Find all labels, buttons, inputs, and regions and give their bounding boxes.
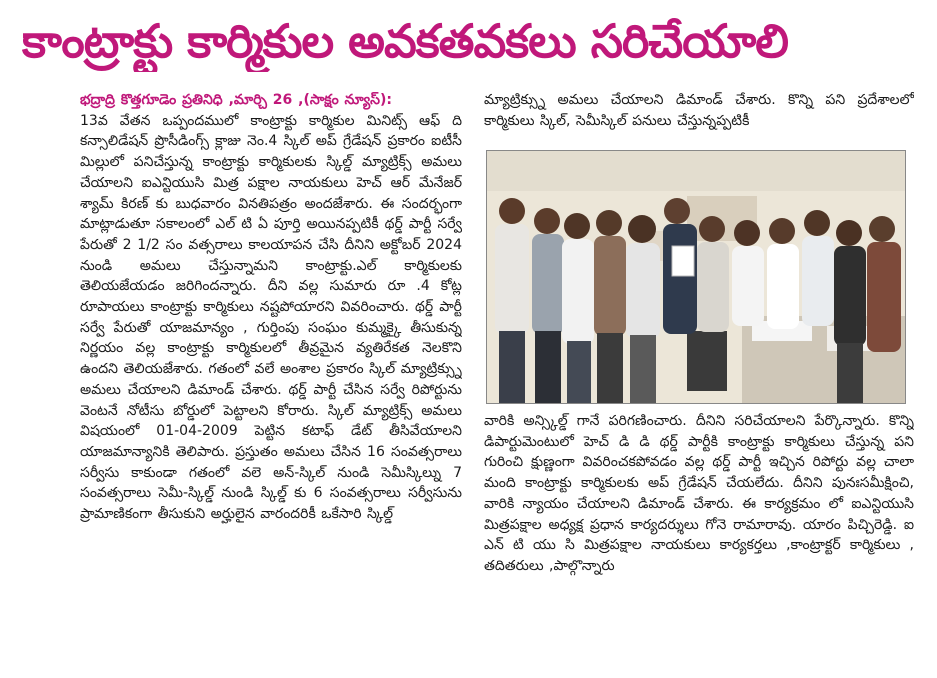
left-column (80, 90, 462, 656)
right-column-top (484, 90, 914, 136)
article-body-left: 13వ వేతన ఒప్పందములో కాంట్రాక్టు కార్మికుల మినిట్స్ ఆఫ్ ది కన్సాలిడేషన్ ప్రొసీడింగ్స్ క్లాజు నెం.4 స్కిల్ అప్ గ్రేడేషన్ ప్రకారం ఐటీసీ మిల్లులో పనిచేస్తున్న కాంట్రాక్టు కార్మికులకు స్కిల్డ్ మ్యాట్రిక్స్ అమలు చేయాలని ఐఎన్టియుసి మిత్ర పక్షాల నాయకులు హెచ్ ఆర్ మేనేజర్ శ్యామ్ కిరణ్ కు బుధవారం వినతిపత్రం అందజేశారు. ఈ సందర్భంగా మాట్లాడుతూ సకాలంలో ఎల్ టి ఏ పూర్తి అయినప్పటికీ థర్డ్ పార్టీ సర్వే పేరుతో 2 1/2 సం వత్సరాలు కాలయాపన చేసి దీనిని అక్టోబర్ 2024 నుండి అమలు చేస్తున్నామని కాంట్రాక్టు.ఎల్ కార్మికులకు తెలియజేయడం జరిగిందన్నారు. దీని వల్ల సుమారు రూ .4 కోట్ల రూపాయలు కాంట్రాక్టు కార్మికులు నష్టపోయారని వివరించారు. థర్డ్ పార్టీ సర్వే పేరుతో యాజమాన్యం , గుర్తింపు సంఘం కుమ్మక్కై తీసుకున్న నిర్ణయం వల్ల కాంట్రాక్టు కార్మికులలో తీవ్రమైన వ్యతిరేకత నెలకొని ఉందని తెలియజేశారు. గతంలో వలే అంశాల ప్రకారం స్కిల్ మ్యాట్రిక్స్ను అమలు చేయాలని డిమాండ్ చేశారు. థర్డ్ పార్టీ చేసిన సర్వే రిపోర్టును వెంటనే నోటీసు బోర్డులో పెట్టాలని కోరారు. స్కిల్ మ్యాట్రిక్స్ అమలు విషయంలో 01-04-2009 పెట్టిన కటాఫ్ డేట్ తీసివేయాలని యాజమాన్యానికి తెలిపారు. ప్రస్తుతం అమలు చేసిన 16 సంవత్సరాలు సర్వీసు కాకుండా గతంలో వలె అన్-స్కిల్ నుండి సెమీస్కిల్ను 7 సంవత్సరాలు సెమీ-స్కిల్డ్ నుండి స్కిల్డ్ కు 6 సంవత్సరాలు సర్వీసును ప్రామాణికంగా తీసుకుని అర్హులైన వారందరికీ ఒకేసారి స్కిల్డ్ (80, 112, 462, 523)
news-photo (486, 150, 906, 404)
headline: కాంట్రాక్టు కార్మికుల అవకతవకలు సరిచేయాలి (22, 14, 788, 68)
article-body-right-top: మ్యాట్రిక్స్ను అమలు చేయాలని డిమాండ్ చేశారు. కొన్ని పని ప్రదేశాలలో కార్మికులు స్కిల్, సెమీస్కిల్ పనులు చేస్తున్నప్పటికీ (484, 92, 914, 129)
article-body-right-bottom: వారికి అన్స్కిల్డ్ గానే పరిగణించారు. దీనిని సరిచేయాలని పేర్కొన్నారు. కొన్ని డిపార్టుమెంటులో హెచ్ డి డి థర్డ్ పార్టీకి కాంట్రాక్టు కార్మికులు చేస్తున్న పని గురించి క్షుణ్ణంగా వివరించకపోవడం వల్ల థర్డ్ పార్టీ ఇచ్చిన రిపోర్టు వల్ల చాలా మంది కాంట్రాక్టు కార్మికులకు అప్ గ్రేడేషన్ చేయలేదు. దీనిని పునఃసమీక్షించి, వారికి న్యాయం చేయాలని డిమాండ్ చేశారు. ఈ కార్యక్రమం లో ఐఎన్టియుసి మిత్రపక్షాల అధ్యక్ష ప్రధాన కార్యదర్శులు గోనె రామారావు. యారం పిచ్చిరెడ్డి. ఐ ఎన్ టి యు సి మిత్రపక్షాల నాయకులు కార్యకర్తలు ,కాంట్రాక్టర్ కార్మికులు , తదితరులు ,పాల్గొన్నారు (484, 413, 914, 574)
dateline: భద్రాద్రి కొత్తగూడెం ప్రతినిధి ,మార్చి 26 ,(సాక్షం న్యూస్): (80, 92, 392, 108)
right-column-bottom (484, 411, 914, 656)
